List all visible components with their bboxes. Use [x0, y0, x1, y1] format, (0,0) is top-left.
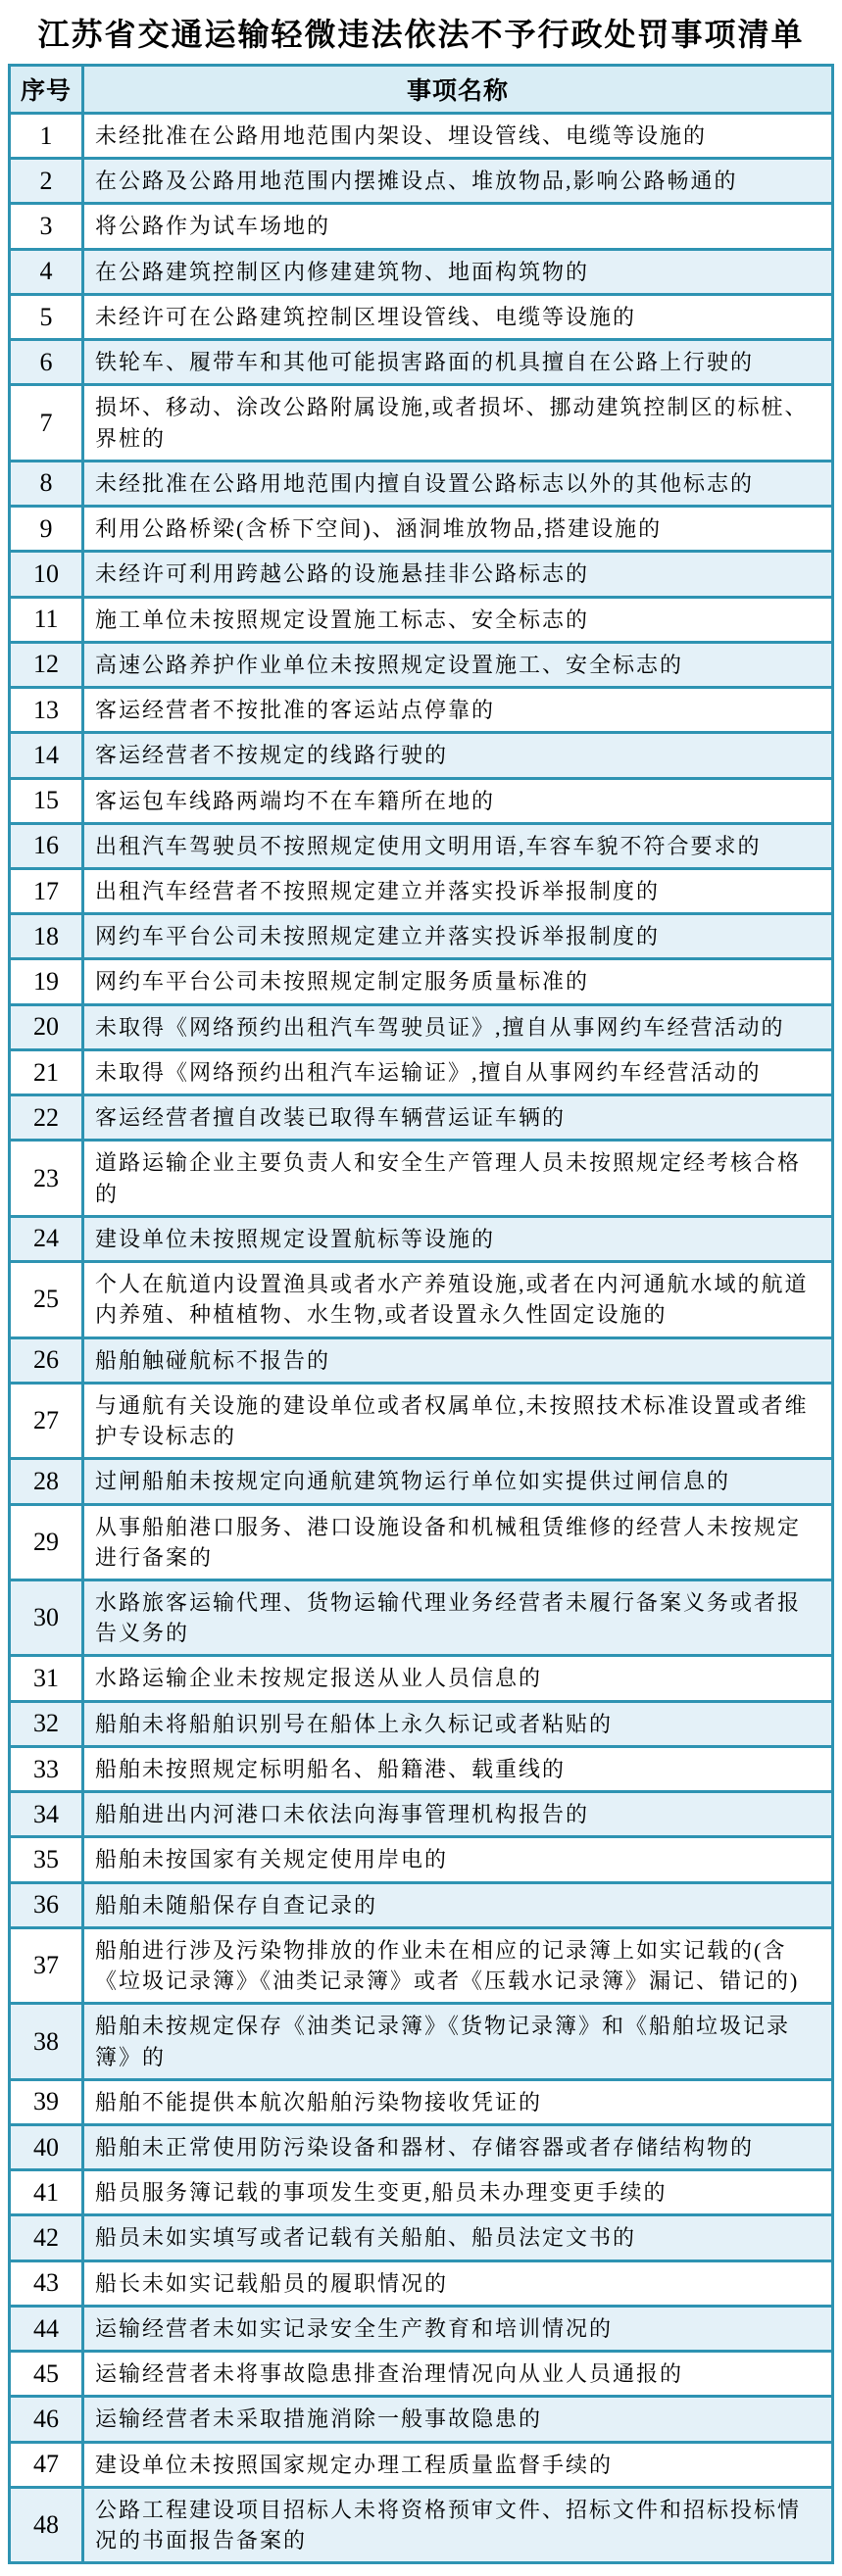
row-number: 25 [10, 1262, 83, 1337]
row-item-name: 客运经营者擅自改装已取得车辆营运证车辆的 [83, 1095, 833, 1141]
row-number: 20 [10, 1004, 83, 1049]
row-number: 40 [10, 2125, 83, 2170]
row-item-name: 过闸船舶未按规定向通航建筑物运行单位如实提供过闸信息的 [83, 1459, 833, 1504]
row-item-name: 与通航有关设施的建设单位或者权属单位,未按照技术标准设置或者维护专设标志的 [83, 1383, 833, 1458]
row-item-name: 船舶未按照规定标明船名、船籍港、载重线的 [83, 1746, 833, 1791]
table-row [10, 2125, 833, 2170]
row-item-name: 道路运输企业主要负责人和安全生产管理人员未按照规定经考核合格的 [83, 1141, 833, 1216]
row-item-name: 客运经营者不按规定的线路行驶的 [83, 733, 833, 778]
row-item-name: 出租汽车经营者不按照规定建立并落实投诉举报制度的 [83, 868, 833, 913]
table-row [10, 249, 833, 294]
row-item-name: 水路旅客运输代理、货物运输代理业务经营者未履行备案义务或者报告义务的 [83, 1580, 833, 1655]
table-row [10, 868, 833, 913]
row-item-name: 船员未如实填写或者记载有关船舶、船员法定文书的 [83, 2215, 833, 2260]
table-row [10, 461, 833, 506]
row-number: 17 [10, 868, 83, 913]
row-number: 27 [10, 1383, 83, 1458]
row-item-name: 船长未如实记载船员的履职情况的 [83, 2260, 833, 2306]
row-number: 34 [10, 1792, 83, 1837]
row-number: 32 [10, 1701, 83, 1746]
row-number: 19 [10, 959, 83, 1004]
row-number: 8 [10, 461, 83, 506]
table-row [10, 2215, 833, 2260]
table-row [10, 1792, 833, 1837]
row-number: 26 [10, 1337, 83, 1383]
table-row [10, 1504, 833, 1580]
table-row [10, 642, 833, 687]
row-number: 28 [10, 1459, 83, 1504]
row-number: 29 [10, 1504, 83, 1580]
row-item-name: 公路工程建设项目招标人未将资格预审文件、招标文件和招标投标情况的书面报告备案的 [83, 2487, 833, 2562]
row-number: 47 [10, 2442, 83, 2487]
row-item-name: 损坏、移动、涂改公路附属设施,或者损坏、挪动建筑控制区的标桩、界桩的 [83, 385, 833, 461]
table-row [10, 1580, 833, 1655]
row-number: 48 [10, 2487, 83, 2562]
column-header-name: 事项名称 [83, 66, 833, 114]
row-item-name: 建设单位未按照规定设置航标等设施的 [83, 1216, 833, 1261]
row-number: 45 [10, 2352, 83, 2397]
row-item-name: 运输经营者未将事故隐患排查治理情况向从业人员通报的 [83, 2352, 833, 2397]
row-item-name: 运输经营者未采取措施消除一般事故隐患的 [83, 2397, 833, 2442]
table-row [10, 2487, 833, 2562]
row-number: 10 [10, 552, 83, 597]
row-item-name: 未取得《网络预约出租汽车运输证》,擅自从事网约车经营活动的 [83, 1049, 833, 1094]
table-row [10, 159, 833, 204]
row-number: 44 [10, 2306, 83, 2351]
row-number: 23 [10, 1141, 83, 1216]
row-item-name: 网约车平台公司未按照规定建立并落实投诉举报制度的 [83, 914, 833, 959]
row-number: 11 [10, 597, 83, 642]
table-row [10, 778, 833, 823]
row-item-name: 船舶未将船舶识别号在船体上永久标记或者粘贴的 [83, 1701, 833, 1746]
row-number: 24 [10, 1216, 83, 1261]
table-row [10, 2004, 833, 2079]
row-item-name: 船舶未正常使用防污染设备和器材、存储容器或者存储结构物的 [83, 2125, 833, 2170]
items-table [8, 64, 834, 2564]
table-row [10, 552, 833, 597]
table-row [10, 959, 833, 1004]
row-number: 30 [10, 1580, 83, 1655]
row-number: 16 [10, 823, 83, 868]
row-item-name: 船舶触碰航标不报告的 [83, 1337, 833, 1383]
row-item-name: 船舶进出内河港口未依法向海事管理机构报告的 [83, 1792, 833, 1837]
table-row [10, 2260, 833, 2306]
row-number: 9 [10, 507, 83, 552]
row-number: 37 [10, 1927, 83, 2003]
row-number: 36 [10, 1882, 83, 1927]
row-item-name: 未经许可在公路建筑控制区埋设管线、电缆等设施的 [83, 294, 833, 339]
row-number: 4 [10, 249, 83, 294]
page-title: 江苏省交通运输轻微违法依法不予行政处罚事项清单 [37, 17, 805, 52]
table-row [10, 1459, 833, 1504]
table-row [10, 2306, 833, 2351]
row-item-name: 出租汽车驾驶员不按照规定使用文明用语,车容车貌不符合要求的 [83, 823, 833, 868]
row-number: 35 [10, 1837, 83, 1882]
row-item-name: 在公路建筑控制区内修建建筑物、地面构筑物的 [83, 249, 833, 294]
row-number: 39 [10, 2079, 83, 2124]
table-row [10, 1746, 833, 1791]
document-page [0, 10, 842, 2564]
row-item-name: 将公路作为试车场地的 [83, 204, 833, 249]
row-number: 41 [10, 2170, 83, 2215]
table-body [10, 114, 833, 2563]
row-number: 5 [10, 294, 83, 339]
row-item-name: 在公路及公路用地范围内摆摊设点、堆放物品,影响公路畅通的 [83, 159, 833, 204]
row-number: 14 [10, 733, 83, 778]
table-row [10, 1262, 833, 1337]
row-item-name: 船舶未按国家有关规定使用岸电的 [83, 1837, 833, 1882]
row-item-name: 从事船舶港口服务、港口设施设备和机械租赁维修的经营人未按规定进行备案的 [83, 1504, 833, 1580]
table-row [10, 1656, 833, 1701]
table-row [10, 1004, 833, 1049]
table-header [10, 66, 833, 114]
header-row [10, 66, 833, 114]
row-number: 33 [10, 1746, 83, 1791]
row-item-name: 船舶未随船保存自查记录的 [83, 1882, 833, 1927]
row-number: 46 [10, 2397, 83, 2442]
table-row [10, 1337, 833, 1383]
row-number: 15 [10, 778, 83, 823]
row-number: 2 [10, 159, 83, 204]
table-row [10, 688, 833, 733]
table-row [10, 1216, 833, 1261]
row-number: 3 [10, 204, 83, 249]
row-item-name: 个人在航道内设置渔具或者水产养殖设施,或者在内河通航水域的航道内养殖、种植植物、水生物,或者设置永久性固定设施的 [83, 1262, 833, 1337]
table-row [10, 1927, 833, 2003]
row-item-name: 未经批准在公路用地范围内擅自设置公路标志以外的其他标志的 [83, 461, 833, 506]
row-item-name: 建设单位未按照国家规定办理工程质量监督手续的 [83, 2442, 833, 2487]
row-item-name: 未经许可利用跨越公路的设施悬挂非公路标志的 [83, 552, 833, 597]
row-item-name: 客运经营者不按批准的客运站点停靠的 [83, 688, 833, 733]
column-header-no: 序号 [10, 66, 83, 114]
table-row [10, 2170, 833, 2215]
table-row [10, 1837, 833, 1882]
row-number: 7 [10, 385, 83, 461]
table-row [10, 340, 833, 385]
row-number: 42 [10, 2215, 83, 2260]
row-item-name: 高速公路养护作业单位未按照规定设置施工、安全标志的 [83, 642, 833, 687]
row-number: 1 [10, 114, 83, 159]
table-row [10, 2397, 833, 2442]
table-row [10, 733, 833, 778]
row-item-name: 网约车平台公司未按照规定制定服务质量标准的 [83, 959, 833, 1004]
row-item-name: 船员服务簿记载的事项发生变更,船员未办理变更手续的 [83, 2170, 833, 2215]
table-row [10, 1882, 833, 1927]
row-number: 22 [10, 1095, 83, 1141]
row-item-name: 未取得《网络预约出租汽车驾驶员证》,擅自从事网约车经营活动的 [83, 1004, 833, 1049]
row-number: 21 [10, 1049, 83, 1094]
table-row [10, 114, 833, 159]
table-row [10, 1095, 833, 1141]
row-item-name: 铁轮车、履带车和其他可能损害路面的机具擅自在公路上行驶的 [83, 340, 833, 385]
row-number: 13 [10, 688, 83, 733]
table-row [10, 597, 833, 642]
table-row [10, 1049, 833, 1094]
table-row [10, 914, 833, 959]
row-item-name: 客运包车线路两端均不在车籍所在地的 [83, 778, 833, 823]
row-item-name: 船舶未按规定保存《油类记录簿》《货物记录簿》和《船舶垃圾记录簿》的 [83, 2004, 833, 2079]
row-item-name: 水路运输企业未按规定报送从业人员信息的 [83, 1656, 833, 1701]
row-number: 31 [10, 1656, 83, 1701]
table-row [10, 204, 833, 249]
row-item-name: 未经批准在公路用地范围内架设、埋设管线、电缆等设施的 [83, 114, 833, 159]
row-number: 12 [10, 642, 83, 687]
table-row [10, 823, 833, 868]
row-number: 18 [10, 914, 83, 959]
table-row [10, 1701, 833, 1746]
row-item-name: 施工单位未按照规定设置施工标志、安全标志的 [83, 597, 833, 642]
row-item-name: 利用公路桥梁(含桥下空间)、涵洞堆放物品,搭建设施的 [83, 507, 833, 552]
table-row [10, 385, 833, 461]
row-number: 38 [10, 2004, 83, 2079]
table-row [10, 2352, 833, 2397]
table-row [10, 294, 833, 339]
table-row [10, 507, 833, 552]
table-row [10, 2079, 833, 2124]
table-row [10, 1383, 833, 1458]
row-number: 43 [10, 2260, 83, 2306]
row-item-name: 运输经营者未如实记录安全生产教育和培训情况的 [83, 2306, 833, 2351]
row-item-name: 船舶不能提供本航次船舶污染物接收凭证的 [83, 2079, 833, 2124]
table-row [10, 1141, 833, 1216]
row-item-name: 船舶进行涉及污染物排放的作业未在相应的记录簿上如实记载的(含《垃圾记录簿》《油类记录簿》或者《压载水记录簿》漏记、错记的) [83, 1927, 833, 2003]
table-row [10, 2442, 833, 2487]
row-number: 6 [10, 340, 83, 385]
